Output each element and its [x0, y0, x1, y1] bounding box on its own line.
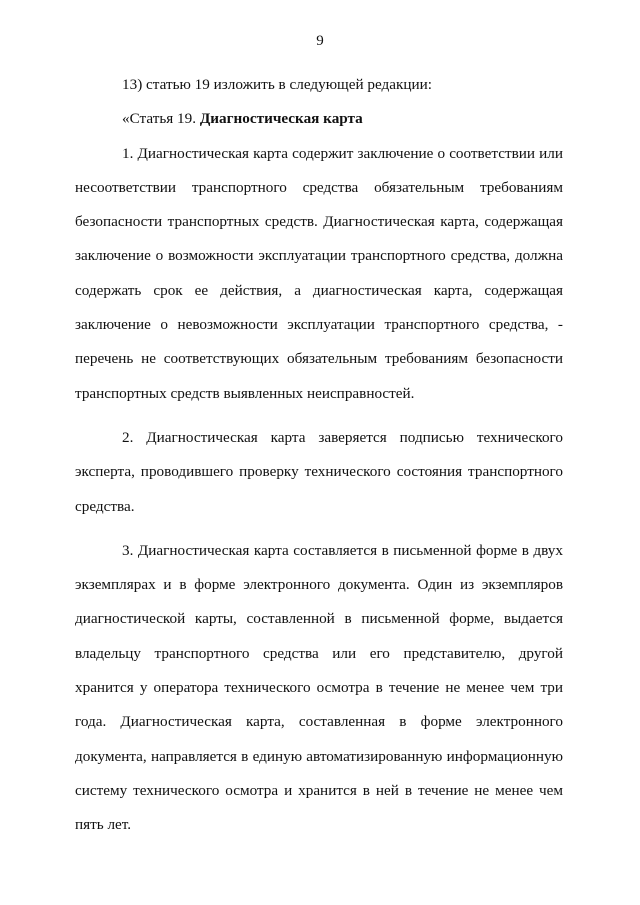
- paragraph-3: [75, 534, 563, 843]
- paragraph-1-line: содержать срок ее действия, а диагностическая карта, содержащая: [75, 281, 563, 299]
- paragraph-1-line: заключение о возможности эксплуатации транспортного средства, должна: [75, 247, 563, 265]
- paragraph-3-line: владельцу транспортного средства или его представителю, другой: [75, 644, 563, 662]
- page-number: 9: [316, 33, 324, 49]
- document-body: [75, 68, 563, 843]
- paragraph-1-line: заключение о невозможности эксплуатации транспортного средства, -: [75, 316, 563, 334]
- paragraph-3-line: документа, направляется в единую автоматизированную информационную: [75, 747, 563, 765]
- intro-line: 13) статью 19 изложить в следующей редакции:: [122, 76, 432, 93]
- paragraph-2-line: средства.: [75, 497, 135, 515]
- paragraph-1-line: транспортных средств выявленных неисправностей.: [75, 384, 415, 402]
- paragraph-1-line: 1. Диагностическая карта содержит заключение о соответствии или: [122, 144, 563, 162]
- paragraph-2-line: 2. Диагностическая карта заверяется подписью технического: [122, 428, 563, 446]
- paragraph-1-line: перечень не соответствующих обязательным требованиям безопасности: [75, 350, 563, 368]
- paragraph-3-line: экземплярах и в форме электронного документа. Один из экземпляров: [75, 576, 563, 594]
- paragraph-1-line: несоответствии транспортного средства обязательным требованиям: [75, 178, 563, 196]
- paragraph-3-line: систему технического осмотра и хранится в ней в течение не менее чем: [75, 781, 563, 799]
- paragraph-3-line: пять лет.: [75, 816, 132, 834]
- paragraph-1-line: безопасности транспортных средств. Диагностическая карта, содержащая: [75, 213, 563, 231]
- article-heading-title: Диагностическая карта: [199, 110, 363, 128]
- paragraph-3-line: диагностической карты, составленной в письменной форме, выдается: [75, 610, 563, 628]
- paragraph-2-line: эксперта, проводившего проверку технического состояния транспортного: [75, 463, 563, 481]
- paragraph-3-line: хранится у оператора технического осмотра в течение не менее чем три: [75, 679, 563, 697]
- article-heading-prefix: «Статья 19.: [122, 110, 200, 128]
- paragraph-2: [75, 421, 563, 524]
- article-heading: [75, 102, 563, 136]
- paragraph-3-line: 3. Диагностическая карта составляется в письменной форме в двух: [122, 541, 563, 559]
- paragraph-3-line: года. Диагностическая карта, составленная в форме электронного: [75, 713, 563, 731]
- paragraph-1: [75, 137, 563, 411]
- intro-paragraph: [75, 68, 563, 102]
- article-heading-line: [75, 102, 563, 136]
